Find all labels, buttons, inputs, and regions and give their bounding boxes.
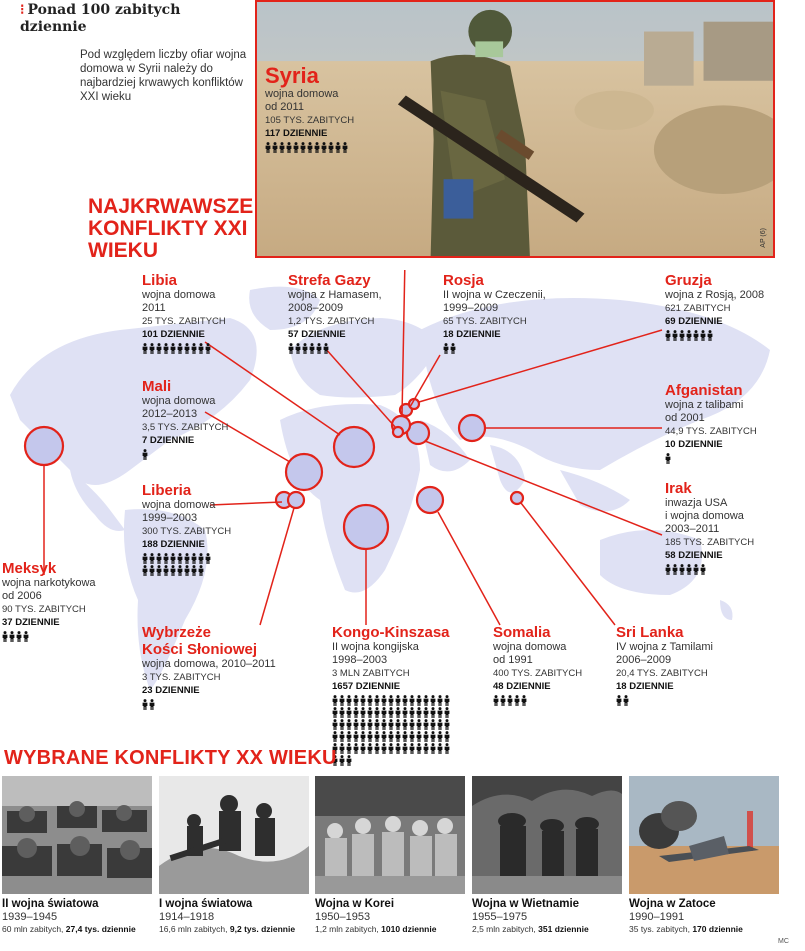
- liberia-name: Liberia: [142, 482, 192, 499]
- irak-name: Irak: [665, 480, 692, 497]
- person-icon: [437, 731, 443, 742]
- kongo-name: Kongo-Kinszasa: [332, 624, 450, 641]
- person-icon: [395, 731, 401, 742]
- person-icon: [339, 731, 345, 742]
- photo-credit: AP (6): [760, 228, 767, 248]
- person-icon: [335, 142, 341, 153]
- person-icon: [374, 695, 380, 706]
- person-icon: [437, 719, 443, 730]
- person-icon: [693, 330, 699, 341]
- person-icon: [353, 731, 359, 742]
- conflict-kongo: [332, 624, 462, 766]
- conflict-wybrzeze: [142, 624, 302, 710]
- circle-meksyk: [25, 427, 63, 465]
- person-icon: [381, 731, 387, 742]
- person-icon: [521, 695, 527, 706]
- person-icon: [2, 631, 8, 642]
- bullet-icon: ⁝: [20, 2, 25, 18]
- person-icon: [353, 695, 359, 706]
- syria-info: [265, 64, 375, 153]
- person-icon: [360, 719, 366, 730]
- ww1-stats: [159, 924, 309, 935]
- korea-group-photo: [315, 776, 465, 894]
- person-icon: [623, 695, 629, 706]
- ww1-daily: 9,2 tys. dziennie: [229, 924, 296, 934]
- wybrzeze-name-2: Kości Słoniowej: [142, 641, 258, 658]
- circle-strefa: [393, 427, 403, 437]
- person-icon: [156, 553, 162, 564]
- somalia-daily: 48 DZIENNIE: [493, 681, 551, 692]
- ww2-tanks-photo: [2, 776, 152, 894]
- person-icon: [423, 719, 429, 730]
- kongo-desc-2: 1998–2003: [332, 654, 388, 666]
- person-icon: [339, 695, 345, 706]
- circle-mali: [286, 454, 322, 490]
- person-icon: [416, 695, 422, 706]
- person-icon: [184, 553, 190, 564]
- ww1-killed: 16,6 mln zabitych,: [159, 924, 228, 934]
- srilanka-victims: 20,4 TYS. ZABITYCH: [616, 668, 708, 679]
- person-icon: [293, 142, 299, 153]
- meksyk-victims: 90 TYS. ZABITYCH: [2, 604, 86, 615]
- meksyk-daily: 37 DZIENNIE: [2, 617, 60, 628]
- person-icon: [307, 142, 313, 153]
- meksyk-desc-1: wojna narkotykowa: [2, 577, 96, 589]
- person-icon: [295, 343, 301, 354]
- person-icon: [339, 707, 345, 718]
- person-icon: [177, 343, 183, 354]
- gulf-aircraft-photo: [629, 776, 779, 894]
- person-icon: [323, 343, 329, 354]
- syria-photo-panel: [255, 0, 775, 258]
- person-icon: [142, 565, 148, 576]
- person-icon: [430, 707, 436, 718]
- wybrzeze-victims: 3 TYS. ZABITYCH: [142, 672, 221, 683]
- header-title-text: Ponad 100 zabitych dziennie: [20, 2, 181, 35]
- vietnam-soldiers-photo: [472, 776, 622, 894]
- syria-name: Syria: [265, 63, 319, 88]
- person-icon: [346, 695, 352, 706]
- wybrzeze-figures: [142, 699, 222, 710]
- person-icon: [707, 330, 713, 341]
- xx-century-heading: WYBRANE KONFLIKTY XX WIEKU: [4, 747, 337, 769]
- person-icon: [395, 719, 401, 730]
- strefa-victims: 1,2 TYS. ZABITYCH: [288, 316, 375, 327]
- person-icon: [184, 343, 190, 354]
- person-icon: [184, 565, 190, 576]
- rosja-desc-1: II wojna w Czeczenii,: [443, 289, 546, 301]
- xx-conflict-gulf: [629, 776, 779, 935]
- person-icon: [430, 731, 436, 742]
- conflict-libia: [142, 272, 262, 354]
- gulf-years: 1990–1991: [629, 911, 685, 923]
- person-icon: [374, 707, 380, 718]
- libia-desc-2: 2011: [142, 302, 166, 314]
- conflict-srilanka: [616, 624, 746, 706]
- person-icon: [409, 695, 415, 706]
- person-icon: [339, 719, 345, 730]
- rosja-daily: 18 DZIENNIE: [443, 329, 501, 340]
- person-icon: [665, 453, 671, 464]
- strefa-daily: 57 DZIENNIE: [288, 329, 346, 340]
- person-icon: [388, 695, 394, 706]
- irak-desc-3: 2003–2011: [665, 523, 720, 535]
- somalia-desc-1: wojna domowa: [493, 641, 567, 653]
- person-icon: [444, 719, 450, 730]
- person-icon: [409, 707, 415, 718]
- person-icon: [321, 142, 327, 153]
- person-icon: [672, 564, 678, 575]
- srilanka-name: Sri Lanka: [616, 624, 684, 641]
- vietnam-daily: 351 dziennie: [538, 924, 589, 934]
- conflict-afganistan: [665, 382, 795, 464]
- afganistan-victims: 44,9 TYS. ZABITYCH: [665, 426, 757, 437]
- gulf-killed: 35 tys. zabitych,: [629, 924, 690, 934]
- person-icon: [437, 707, 443, 718]
- person-icon: [402, 695, 408, 706]
- gulf-daily: 170 dziennie: [692, 924, 743, 934]
- person-icon: [423, 731, 429, 742]
- person-icon: [507, 695, 513, 706]
- person-icon: [16, 631, 22, 642]
- ww1-name: I wojna światowa: [159, 898, 253, 910]
- person-icon: [177, 565, 183, 576]
- person-icon: [444, 695, 450, 706]
- person-icon: [665, 564, 671, 575]
- person-icon: [500, 695, 506, 706]
- person-icon: [286, 142, 292, 153]
- person-icon: [450, 343, 456, 354]
- person-icon: [381, 695, 387, 706]
- person-icon: [279, 142, 285, 153]
- person-icon: [170, 565, 176, 576]
- korea-killed: 1,2 mln zabitych,: [315, 924, 379, 934]
- person-icon: [700, 330, 706, 341]
- person-icon: [693, 564, 699, 575]
- person-icon: [198, 343, 204, 354]
- person-icon: [170, 343, 176, 354]
- person-icon: [342, 142, 348, 153]
- header-title: [20, 2, 250, 36]
- somalia-name: Somalia: [493, 624, 551, 641]
- person-icon: [443, 343, 449, 354]
- conflict-rosja: [443, 272, 573, 354]
- conflict-irak: [665, 480, 795, 575]
- ww2-name: II wojna światowa: [2, 898, 99, 910]
- header-intro: Pod względem liczby ofiar wojna domowa w Syrii należy do najbardziej krwawych konfliktów XXI wieku: [80, 49, 247, 103]
- person-icon: [367, 707, 373, 718]
- strefa-desc-2: 2008–2009: [288, 302, 344, 314]
- person-icon: [302, 343, 308, 354]
- person-icon: [423, 707, 429, 718]
- libia-figures: [142, 343, 222, 354]
- person-icon: [191, 553, 197, 564]
- syria-daily: 117 DZIENNIE: [265, 128, 328, 139]
- person-icon: [332, 731, 338, 742]
- korea-stats: [315, 924, 465, 935]
- ww2-killed: 60 mln zabitych,: [2, 924, 64, 934]
- person-icon: [367, 719, 373, 730]
- afganistan-name: Afganistan: [665, 382, 743, 399]
- person-icon: [374, 731, 380, 742]
- person-icon: [665, 330, 671, 341]
- person-icon: [395, 707, 401, 718]
- person-icon: [332, 695, 338, 706]
- wybrzeze-desc-1: wojna domowa, 2010–2011: [142, 658, 276, 670]
- person-icon: [163, 553, 169, 564]
- person-icon: [316, 343, 322, 354]
- syria-victims: 105 TYS. ZABITYCH: [265, 115, 355, 126]
- afganistan-desc-1: wojna z talibami: [665, 399, 744, 411]
- person-icon: [332, 707, 338, 718]
- person-icon: [346, 719, 352, 730]
- korea-years: 1950–1953: [315, 911, 371, 923]
- person-icon: [314, 142, 320, 153]
- person-icon: [402, 707, 408, 718]
- person-icon: [309, 343, 315, 354]
- person-icon: [300, 142, 306, 153]
- person-icon: [430, 695, 436, 706]
- afganistan-figures: [665, 453, 745, 464]
- person-icon: [142, 343, 148, 354]
- conflict-strefa-gazy: [288, 272, 413, 354]
- person-icon: [514, 695, 520, 706]
- strefa-name: Strefa Gazy: [288, 272, 371, 289]
- wybrzeze-daily: 23 DZIENNIE: [142, 685, 200, 696]
- vietnam-stats: [472, 924, 622, 935]
- person-icon: [381, 707, 387, 718]
- person-icon: [23, 631, 29, 642]
- liberia-desc-1: wojna domowa: [142, 499, 216, 511]
- liberia-victims: 300 TYS. ZABITYCH: [142, 526, 232, 537]
- meksyk-desc-2: od 2006: [2, 590, 42, 602]
- syria-desc-2: od 2011: [265, 101, 304, 113]
- person-icon: [437, 695, 443, 706]
- person-icon: [374, 719, 380, 730]
- person-icon: [191, 565, 197, 576]
- korea-daily: 1010 dziennie: [381, 924, 437, 934]
- person-icon: [170, 553, 176, 564]
- person-icon: [686, 330, 692, 341]
- circle-afganistan: [459, 415, 485, 441]
- meksyk-name: Meksyk: [2, 560, 57, 577]
- person-icon: [616, 695, 622, 706]
- libia-name: Libia: [142, 272, 178, 289]
- mali-name: Mali: [142, 378, 172, 395]
- wybrzeze-name-1: Wybrzeże: [142, 624, 211, 641]
- ww1-soldiers-photo: [159, 776, 309, 894]
- circle-libia: [334, 427, 374, 467]
- person-icon: [686, 564, 692, 575]
- kongo-victims: 3 MLN ZABITYCH: [332, 668, 410, 679]
- person-icon: [367, 731, 373, 742]
- person-icon: [409, 731, 415, 742]
- mali-figures: [142, 449, 222, 460]
- person-icon: [430, 719, 436, 730]
- conflict-liberia: [142, 482, 262, 576]
- somalia-desc-2: od 1991: [493, 654, 533, 666]
- circle-somalia: [417, 487, 443, 513]
- gulf-name: Wojna w Zatoce: [629, 898, 716, 910]
- afganistan-desc-2: od 2001: [665, 412, 705, 424]
- libia-victims: 25 TYS. ZABITYCH: [142, 316, 226, 327]
- person-icon: [444, 707, 450, 718]
- libia-daily: 101 DZIENNIE: [142, 329, 205, 340]
- person-icon: [409, 719, 415, 730]
- person-icon: [9, 631, 15, 642]
- person-icon: [346, 731, 352, 742]
- person-icon: [416, 719, 422, 730]
- korea-name: Wojna w Korei: [315, 898, 395, 910]
- person-icon: [163, 343, 169, 354]
- mali-victims: 3,5 TYS. ZABITYCH: [142, 422, 229, 433]
- strefa-desc-1: wojna z Hamasem,: [288, 289, 382, 301]
- person-icon: [198, 565, 204, 576]
- person-icon: [353, 719, 359, 730]
- srilanka-desc-2: 2006–2009: [616, 654, 672, 666]
- person-icon: [360, 695, 366, 706]
- irak-desc-2: i wojna domowa: [665, 510, 744, 522]
- person-icon: [198, 553, 204, 564]
- irak-figures: [665, 564, 745, 575]
- person-icon: [381, 719, 387, 730]
- person-icon: [388, 731, 394, 742]
- xx-conflict-ww2: [2, 776, 152, 935]
- ww1-years: 1914–1918: [159, 911, 215, 923]
- person-icon: [367, 695, 373, 706]
- syria-figures: [265, 142, 370, 153]
- gruzja-name: Gruzja: [665, 272, 712, 289]
- vietnam-killed: 2,5 mln zabitych,: [472, 924, 536, 934]
- kongo-daily: 1657 DZIENNIE: [332, 681, 401, 692]
- person-icon: [395, 695, 401, 706]
- person-icon: [156, 343, 162, 354]
- person-icon: [416, 707, 422, 718]
- rosja-desc-2: 1999–2009: [443, 302, 499, 314]
- libia-desc-1: wojna domowa: [142, 289, 216, 301]
- person-icon: [444, 731, 450, 742]
- person-icon: [402, 731, 408, 742]
- person-icon: [332, 719, 338, 730]
- circle-liberia: [288, 492, 304, 508]
- person-icon: [388, 707, 394, 718]
- person-icon: [416, 731, 422, 742]
- person-icon: [163, 565, 169, 576]
- person-icon: [177, 553, 183, 564]
- person-icon: [679, 564, 685, 575]
- srilanka-desc-1: IV wojna z Tamilami: [616, 641, 713, 653]
- mali-desc-1: wojna domowa: [142, 395, 216, 407]
- ww2-stats: [2, 924, 152, 935]
- irak-victims: 185 TYS. ZABITYCH: [665, 537, 755, 548]
- irak-desc-1: inwazja USA: [665, 497, 728, 509]
- conflict-gruzja: [665, 272, 795, 341]
- rosja-victims: 65 TYS. ZABITYCH: [443, 316, 527, 327]
- afganistan-daily: 10 DZIENNIE: [665, 439, 723, 450]
- person-icon: [265, 142, 271, 153]
- gruzja-figures: [665, 330, 745, 341]
- person-icon: [423, 695, 429, 706]
- person-icon: [142, 449, 148, 460]
- liberia-daily: 188 DZIENNIE: [142, 539, 205, 550]
- somalia-victims: 400 TYS. ZABITYCH: [493, 668, 583, 679]
- person-icon: [149, 699, 155, 710]
- xx-conflict-ww1: [159, 776, 309, 935]
- person-icon: [191, 343, 197, 354]
- person-icon: [388, 719, 394, 730]
- person-icon: [149, 343, 155, 354]
- circle-kongo: [344, 505, 388, 549]
- person-icon: [444, 743, 450, 754]
- srilanka-daily: 18 DZIENNIE: [616, 681, 674, 692]
- circle-srilanka: [511, 492, 523, 504]
- gruzja-desc-1: wojna z Rosją, 2008: [665, 289, 765, 301]
- strefa-figures: [288, 343, 368, 354]
- srilanka-figures: [616, 695, 696, 706]
- gruzja-victims: 621 ZABITYCH: [665, 303, 731, 314]
- mali-daily: 7 DZIENNIE: [142, 435, 195, 446]
- person-icon: [205, 343, 211, 354]
- meksyk-figures: [2, 631, 82, 642]
- conflict-meksyk: [2, 560, 122, 642]
- person-icon: [672, 330, 678, 341]
- gulf-stats: [629, 924, 779, 935]
- person-icon: [328, 142, 334, 153]
- person-icon: [360, 707, 366, 718]
- person-icon: [142, 553, 148, 564]
- vietnam-name: Wojna w Wietnamie: [472, 898, 580, 910]
- person-icon: [156, 565, 162, 576]
- person-icon: [679, 330, 685, 341]
- liberia-figures: [142, 553, 214, 576]
- conflict-mali: [142, 378, 262, 460]
- person-icon: [346, 707, 352, 718]
- person-icon: [700, 564, 706, 575]
- person-icon: [402, 719, 408, 730]
- mali-desc-2: 2012–2013: [142, 408, 198, 420]
- person-icon: [205, 553, 211, 564]
- person-icon: [360, 731, 366, 742]
- person-icon: [272, 142, 278, 153]
- rosja-figures: [443, 343, 523, 354]
- person-icon: [288, 343, 294, 354]
- author-signature: MC: [778, 938, 789, 945]
- xx-conflict-korea: [315, 776, 465, 935]
- kongo-desc-1: II wojna kongijska: [332, 641, 419, 653]
- somalia-figures: [493, 695, 573, 706]
- person-icon: [149, 565, 155, 576]
- person-icon: [353, 707, 359, 718]
- xx-conflict-vietnam: [472, 776, 622, 935]
- irak-daily: 58 DZIENNIE: [665, 550, 723, 561]
- person-icon: [142, 699, 148, 710]
- person-icon: [149, 553, 155, 564]
- gruzja-daily: 69 DZIENNIE: [665, 316, 723, 327]
- vietnam-years: 1955–1975: [472, 911, 528, 923]
- main-heading: NAJKRWAWSZE KONFLIKTY XXI WIEKU: [88, 195, 254, 262]
- ww2-years: 1939–1945: [2, 911, 58, 923]
- syria-desc-1: wojna domowa: [265, 88, 339, 100]
- liberia-desc-2: 1999–2003: [142, 512, 198, 524]
- ww2-daily: 27,4 tys. dziennie: [65, 924, 136, 934]
- conflict-somalia: [493, 624, 603, 706]
- person-icon: [493, 695, 499, 706]
- rosja-name: Rosja: [443, 272, 484, 289]
